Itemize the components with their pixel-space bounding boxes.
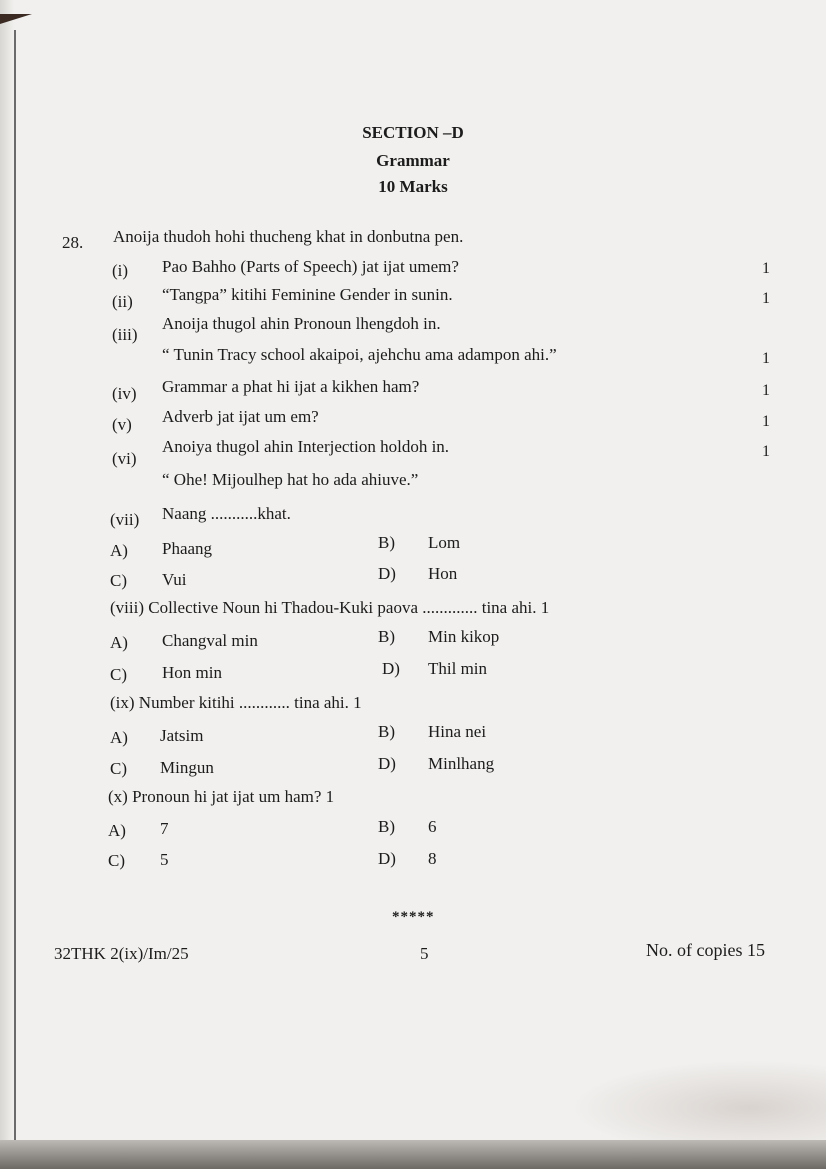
option-value: Phaang	[162, 539, 213, 558]
item-quote: “ Ohe! Mijoulhep hat ho ada ahiuve.”	[162, 470, 419, 489]
option-value: Hon min	[162, 663, 222, 682]
option-label: B)	[378, 817, 395, 836]
item-text: (viii) Collective Noun hi Thadou-Kuki paova ............. tina ahi. 1	[110, 598, 550, 617]
option-value: 6	[428, 817, 437, 836]
option-label: A)	[110, 728, 128, 747]
option-value: Thil min	[428, 659, 488, 678]
option-value: Min kikop	[428, 627, 500, 646]
item-text: Adverb jat ijat um em?	[162, 407, 319, 426]
subject-heading: Grammar	[376, 151, 450, 170]
paper-code: 32THK 2(ix)/Im/25	[54, 944, 189, 963]
option-value: Changval min	[162, 631, 258, 650]
option-value: 8	[428, 849, 437, 868]
marks-heading: 10 Marks	[378, 177, 448, 196]
binding-line	[14, 30, 16, 1140]
option-label: D)	[378, 849, 396, 868]
item-number: (i)	[112, 261, 129, 280]
copies-count: No. of copies 15	[646, 940, 765, 960]
item-mark: 1	[762, 350, 770, 367]
option-value: Mingun	[160, 758, 214, 777]
item-text: Anoija thugol ahin Pronoun lhengdoh in.	[162, 314, 441, 333]
option-label: C)	[108, 851, 125, 870]
option-label: A)	[110, 541, 128, 560]
page-left-edge	[0, 0, 14, 1169]
item-number: (ii)	[112, 292, 133, 311]
option-label: A)	[110, 633, 128, 652]
item-mark: 1	[762, 443, 770, 460]
section-heading: SECTION –D	[362, 123, 464, 142]
option-label: B)	[378, 627, 395, 646]
option-value: Lom	[428, 533, 461, 552]
option-label: B)	[378, 722, 395, 741]
item-number: (vii)	[110, 510, 140, 529]
item-mark: 1	[762, 382, 770, 399]
option-label: C)	[110, 665, 127, 684]
paper-smudge	[570, 1060, 826, 1140]
item-text: Grammar a phat hi ijat a kikhen ham?	[162, 377, 420, 396]
item-mark: 1	[762, 413, 770, 430]
option-label: A)	[108, 821, 126, 840]
option-value: Hina nei	[428, 722, 487, 741]
item-text: Naang ...........khat.	[162, 504, 291, 523]
item-number: (iv)	[112, 384, 137, 403]
option-label: C)	[110, 571, 127, 590]
option-value: Jatsim	[160, 726, 204, 745]
item-text: Anoiya thugol ahin Interjection holdoh in.	[162, 437, 450, 456]
option-value: Minlhang	[428, 754, 495, 773]
option-value: Hon	[428, 564, 458, 583]
item-mark: 1	[762, 260, 770, 277]
item-text: Pao Bahho (Parts of Speech) jat ijat umem?	[162, 257, 459, 276]
question-number: 28.	[62, 233, 84, 252]
page-corner	[0, 14, 32, 24]
item-number: (iii)	[112, 325, 138, 344]
page-bottom-edge	[0, 1140, 826, 1169]
option-label: B)	[378, 533, 395, 552]
item-text: (x) Pronoun hi jat ijat um ham? 1	[108, 787, 335, 806]
option-value: 7	[160, 819, 169, 838]
option-value: Vui	[162, 570, 187, 589]
item-quote: “ Tunin Tracy school akaipoi, ajehchu ama adampon ahi.”	[162, 345, 557, 364]
item-number: (v)	[112, 415, 132, 434]
option-label: D)	[382, 659, 400, 678]
option-label: C)	[110, 759, 127, 778]
item-text: “Tangpa” kitihi Feminine Gender in sunin.	[162, 285, 453, 304]
item-text: (ix) Number kitihi ............ tina ahi. 1	[110, 693, 362, 712]
page-number: 5	[420, 944, 429, 963]
option-label: D)	[378, 754, 396, 773]
item-mark: 1	[762, 290, 770, 307]
end-stars: *****	[392, 909, 435, 925]
question-instruction: Anoija thudoh hohi thucheng khat in donbutna pen.	[113, 227, 464, 246]
item-number: (vi)	[112, 449, 137, 468]
option-value: 5	[160, 850, 169, 869]
option-label: D)	[378, 564, 396, 583]
